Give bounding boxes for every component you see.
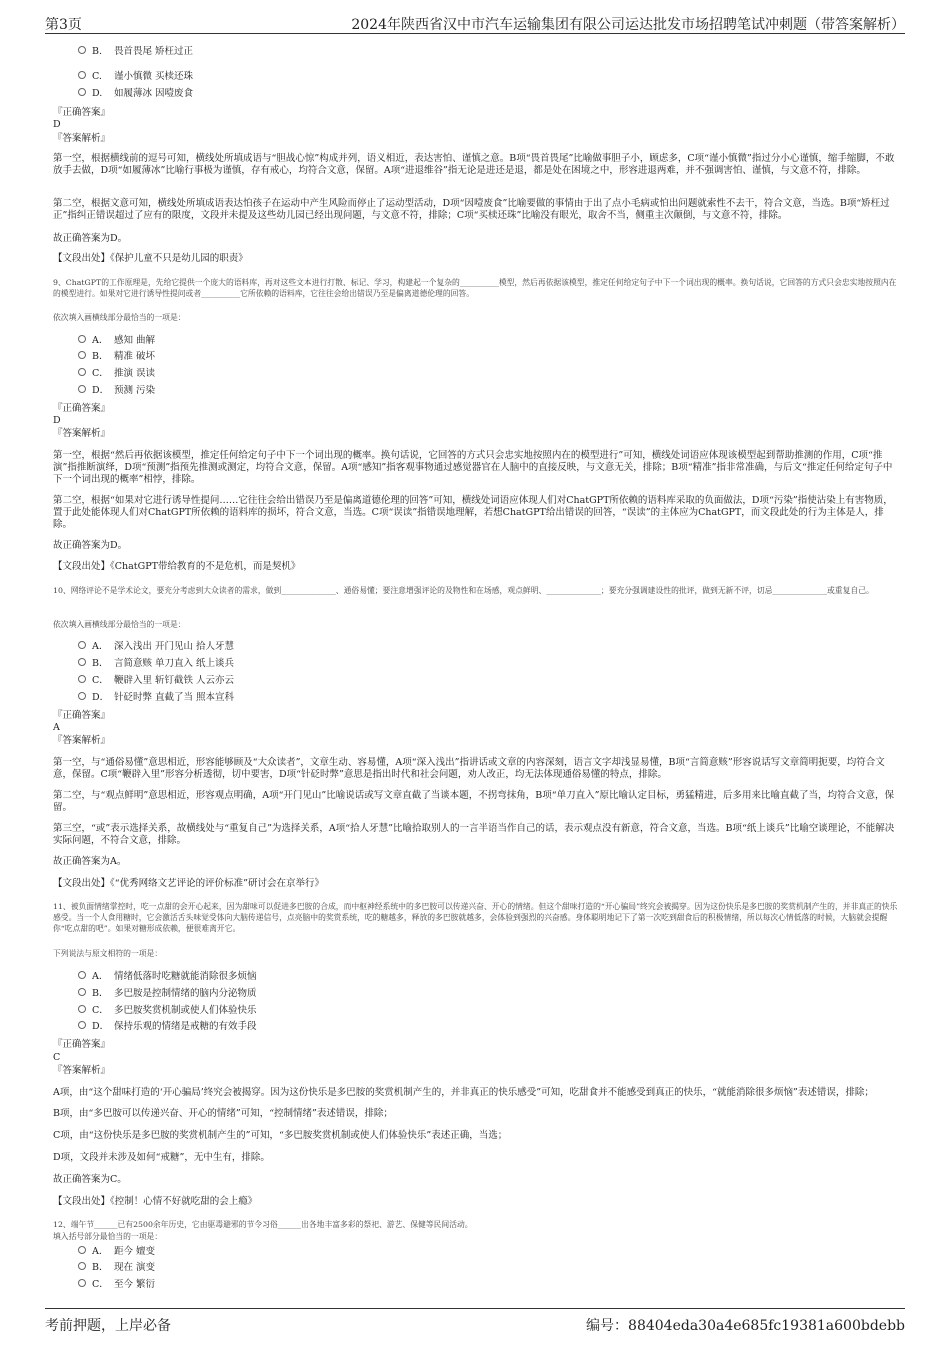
q10-option-a[interactable]: A． 深入浅出 开门见山 拾人牙慧 — [78, 641, 234, 653]
conclusion: 故正确答案为D。 — [53, 233, 128, 244]
q12-option-c[interactable]: C． 至今 繁衍 — [78, 1279, 155, 1291]
q9-option-d[interactable]: D． 预测 污染 — [78, 385, 155, 397]
q11-option-a[interactable]: A． 情绪低落时吃糖就能消除很多烦恼 — [78, 971, 257, 983]
q9-stem: 9、ChatGPT的工作原理是，先给它提供一个庞大的语料库，再对这些文本进行打散、标记、学习，构建起一个复杂的__________模型，然后再依据该模型，推定任何给定句子中下一个词出现的概率。换句话说，它回答的方式只会忠实地按照内在的模型进行。如果对它进行诱导性提问或者__________它所依赖的语料库，它往往会给出错误乃至是偏离道德伦理的回答。 — [53, 278, 897, 298]
answer-label: 『正确答案』 — [53, 403, 111, 414]
q10-prompt: 依次填入画横线部分最恰当的一项是： — [53, 620, 186, 629]
footer-slogan: 考前押题，上岸必备 — [45, 1318, 171, 1334]
explanation-label: 『答案解析』 — [53, 735, 111, 746]
radio-icon[interactable] — [78, 971, 86, 979]
explanation-paragraph: 第一空，与“通俗易懂”意思相近，形容能够顾及“大众读者”，文章生动、容易懂，A项“深入浅出”指讲话或文章的内容深刻，语言文字却浅显易懂，B项“言简意赅”形容说话写文章简明扼要，均符合文意，保留。C项“鞭辟入里”形容分析透彻，切中要害，D项“针砭时弊”意思是指出时代和社会问题，劝人改正，均无法体现通俗易懂的特点，排除。 — [53, 757, 885, 780]
q8-option-d[interactable]: D. 如履薄冰 因噎废食 — [78, 88, 193, 100]
answer-value: A — [53, 722, 60, 733]
answer-label: 『正确答案』 — [53, 107, 111, 118]
q11-option-c[interactable]: C． 多巴胺奖赏机制或使人们体验快乐 — [78, 1005, 257, 1017]
radio-icon[interactable] — [78, 692, 86, 700]
document-title: 2024年陕西省汉中市汽车运输集团有限公司运达批发市场招聘笔试冲刺题（带答案解析） — [351, 17, 905, 33]
radio-icon[interactable] — [78, 675, 86, 683]
q9-option-a[interactable]: A． 感知 曲解 — [78, 335, 155, 347]
q12-stem: 12、端午节______已有2500余年历史，它由驱毒避邪的节令习俗______出各地丰富多彩的祭祀、游艺、保健等民间活动。 — [53, 1220, 473, 1229]
q9-option-c[interactable]: C． 推演 误读 — [78, 368, 155, 380]
q11-prompt: 下列说法与原文相符的一项是： — [53, 949, 163, 958]
radio-icon[interactable] — [78, 641, 86, 649]
q9-option-b[interactable]: B． 精准 破坏 — [78, 351, 155, 363]
explanation-paragraph: 第一空，根据横线前的逗号可知，横线处所填成语与“胆战心惊”构成并列，语义相近，表达害怕、谨慎之意。B项“畏首畏尾”比喻做事胆子小，顾虑多，C项“谨小慎微”指过分小心谨慎，缩手缩脚，不敢放手去做，D项“如履薄冰”比喻行事极为谨慎，存有戒心，均符合文意，保留。A项“进退维谷”指无论是进还是退，都是处在困境之中，形容进退两难，并不强调害怕、谨慎，与文意不符，排除。 — [53, 153, 895, 176]
explanation-paragraph: 第三空，“或”表示选择关系，故横线处与“重复自己”为选择关系，A项“拾人牙慧”比喻拾取别人的一言半语当作自己的话，表示观点没有新意，符合文意，当选。B项“纸上谈兵”比喻空谈理论，不能解决实际问题，不符合文意，排除。 — [53, 823, 895, 846]
q11-option-b[interactable]: B． 多巴胺是控制情绪的脑内分泌物质 — [78, 988, 257, 1000]
radio-icon[interactable] — [78, 335, 86, 343]
answer-label: 『正确答案』 — [53, 1039, 111, 1050]
radio-icon[interactable] — [78, 988, 86, 996]
page-header — [45, 11, 905, 34]
answer-value: D — [53, 415, 61, 426]
q10-stem: 10、网络评论不是学术论文，要充分考虑到大众读者的需求，做到______________、通俗易懂；要注意增强评论的及物性和在场感，观点鲜明、______________；要充分强调建设性的批评，做到无新不评，切忌______________或重复自己。 — [53, 586, 874, 595]
explanation-paragraph: 第二空，根据“如果对它进行诱导性提问……它往往会给出错误乃至是偏离道德伦理的回答”可知，横线处词语应体现人们对ChatGPT所依赖的语料库采取的负面做法，D项“污染”指使沾染上有害物质，置于此处能体现人们对ChatGPT所依赖的语料库的损坏，符合文意，当选。C项“误读”指错误地理解，若想ChatGPT给出错误的回答，“误读”的主体应为ChatGPT，而文段此处的行为主体是人，排除。 — [53, 495, 893, 530]
radio-icon[interactable] — [78, 1279, 86, 1287]
explanation-paragraph: A项，由“这个甜味打造的‘开心骗局’终究会被揭穿。因为这份快乐是多巴胺的奖赏机制产生的，并非真正的快乐感受”可知，吃甜食并不能感受到真正的快乐，“就能消除很多烦恼”表述错误，排除； — [53, 1087, 874, 1098]
explanation-paragraph: 第二空，与“观点鲜明”意思相近，形容观点明确，A项“开门见山”比喻说话或写文章直截了当谈本题，不拐弯抹角，B项“单刀直入”原比喻认定目标，勇猛精进，后多用来比喻直截了当，均符合文意，保留。 — [53, 790, 894, 813]
document-code: 编号：88404eda30a4e685fc19381a600bdebb — [586, 1318, 905, 1334]
q10-option-d[interactable]: D． 针砭时弊 直截了当 照本宣科 — [78, 692, 234, 704]
explanation-paragraph: B项，由“多巴胺可以传递兴奋、开心的情绪”可知，“控制情绪”表述错误，排除； — [53, 1108, 393, 1119]
radio-icon[interactable] — [78, 1262, 86, 1270]
answer-label: 『正确答案』 — [53, 710, 111, 721]
radio-icon[interactable] — [78, 1021, 86, 1029]
q10-option-b[interactable]: B． 言简意赅 单刀直入 纸上谈兵 — [78, 658, 234, 670]
q8-option-c[interactable]: C. 谨小慎微 买椟还珠 — [78, 71, 193, 83]
explanation-label: 『答案解析』 — [53, 428, 111, 439]
radio-icon[interactable] — [78, 1246, 86, 1254]
radio-icon[interactable] — [78, 88, 86, 96]
explanation-paragraph: C项，由“这份快乐是多巴胺的奖赏机制产生的”可知，“多巴胺奖赏机制或使人们体验快乐”表述正确，当选； — [53, 1130, 508, 1141]
q12-option-b[interactable]: B． 现在 演变 — [78, 1262, 155, 1274]
explanation-paragraph: 第二空，根据文意可知，横线处所填成语表达怕孩子在运动中产生风险而停止了运动型活动，D项“因噎废食”比喻要做的事情由于出了点小毛病或怕出问题就索性不去干，符合文意，当选。B项“矫枉过正”指纠正错误超过了应有的限度，文段并未提及这些幼儿园已经出现问题，与文意不符，排除；C项“买椟还珠”比喻没有眼光，取舍不当，侧重主次颠倒，与文意不符，排除。 — [53, 198, 890, 221]
answer-value: C — [53, 1052, 61, 1063]
page-number: 第3页 — [45, 17, 82, 33]
radio-icon[interactable] — [78, 658, 86, 666]
explanation-paragraph: D项，文段并未涉及如何“戒糖”，无中生有，排除。 — [53, 1152, 270, 1163]
q10-option-c[interactable]: C． 鞭辟入里 斩钉截铁 人云亦云 — [78, 675, 234, 687]
explanation-label: 『答案解析』 — [53, 1065, 111, 1076]
explanation-label: 『答案解析』 — [53, 133, 111, 144]
q12-prompt: 填入括号部分最恰当的一项是： — [53, 1232, 163, 1241]
conclusion: 故正确答案为A。 — [53, 856, 127, 867]
explanation-paragraph: 第一空，根据“然后再依据该模型，推定任何给定句子中下一个词出现的概率。换句话说，它回答的方式只会忠实地按照内在的模型进行”可知，横线处词语应体现该模型起到帮助推测的作用，C项“推演”指推断演绎，D项“预测”指预先推测或测定，均符合文意，保留。A项“感知”指客观事物通过感觉器官在人脑中的直接反映，与文意无关，排除；B项“精准”指非常准确，与后文“推定任何给定句子中下一个词出现的概率”相悖，排除。 — [53, 450, 893, 485]
answer-value: D — [53, 119, 61, 130]
page-footer — [45, 1308, 905, 1333]
source: 【文段出处】《ChatGPT带给教育的不是危机，而是契机》 — [53, 561, 301, 572]
source: 【文段出处】《保护儿童不只是幼儿园的职责》 — [53, 253, 248, 264]
q12-option-a[interactable]: A． 距今 嬗变 — [78, 1246, 155, 1258]
q11-stem: 11、被负面情绪掌控时，吃一点甜的会开心起来，因为甜味可以促进多巴胺的合成，而中枢神经系统中的多巴胺可以传递兴奋、开心的情绪。但这个甜味打造的“开心骗局”终究会被揭穿。因为这份快乐是多巴胺的奖赏机制产生的，并非真正的快乐感受。当一个人食用糖时，它会激活舌头味觉受体向大脑传递信号，点亮脑中的奖赏系统，吃的糖越多，释放的多巴胺就越多，会体验到强烈的兴奋感。身体聪明地记下了第一次吃到甜食后的积极情绪，所以每次心情低落的时候，大脑就会提醒你“吃点甜的吧”。如果对糖形成依赖，便很难离开它。 — [53, 902, 898, 933]
conclusion: 故正确答案为D。 — [53, 540, 128, 551]
radio-icon[interactable] — [78, 385, 86, 393]
radio-icon[interactable] — [78, 46, 86, 54]
conclusion: 故正确答案为C。 — [53, 1174, 127, 1185]
source: 【文段出处】《“优秀网络文艺评论的评价标准”研讨会在京举行》 — [53, 878, 324, 889]
q8-option-b[interactable]: B. 畏首畏尾 矫枉过正 — [78, 46, 193, 58]
radio-icon[interactable] — [78, 1005, 86, 1013]
q11-option-d[interactable]: D． 保持乐观的情绪是戒糖的有效手段 — [78, 1021, 257, 1033]
radio-icon[interactable] — [78, 71, 86, 79]
radio-icon[interactable] — [78, 351, 86, 359]
q9-prompt: 依次填入画横线部分最恰当的一项是： — [53, 313, 186, 322]
source: 【文段出处】《控制！心情不好就吃甜的会上瘾》 — [53, 1196, 258, 1207]
radio-icon[interactable] — [78, 368, 86, 376]
